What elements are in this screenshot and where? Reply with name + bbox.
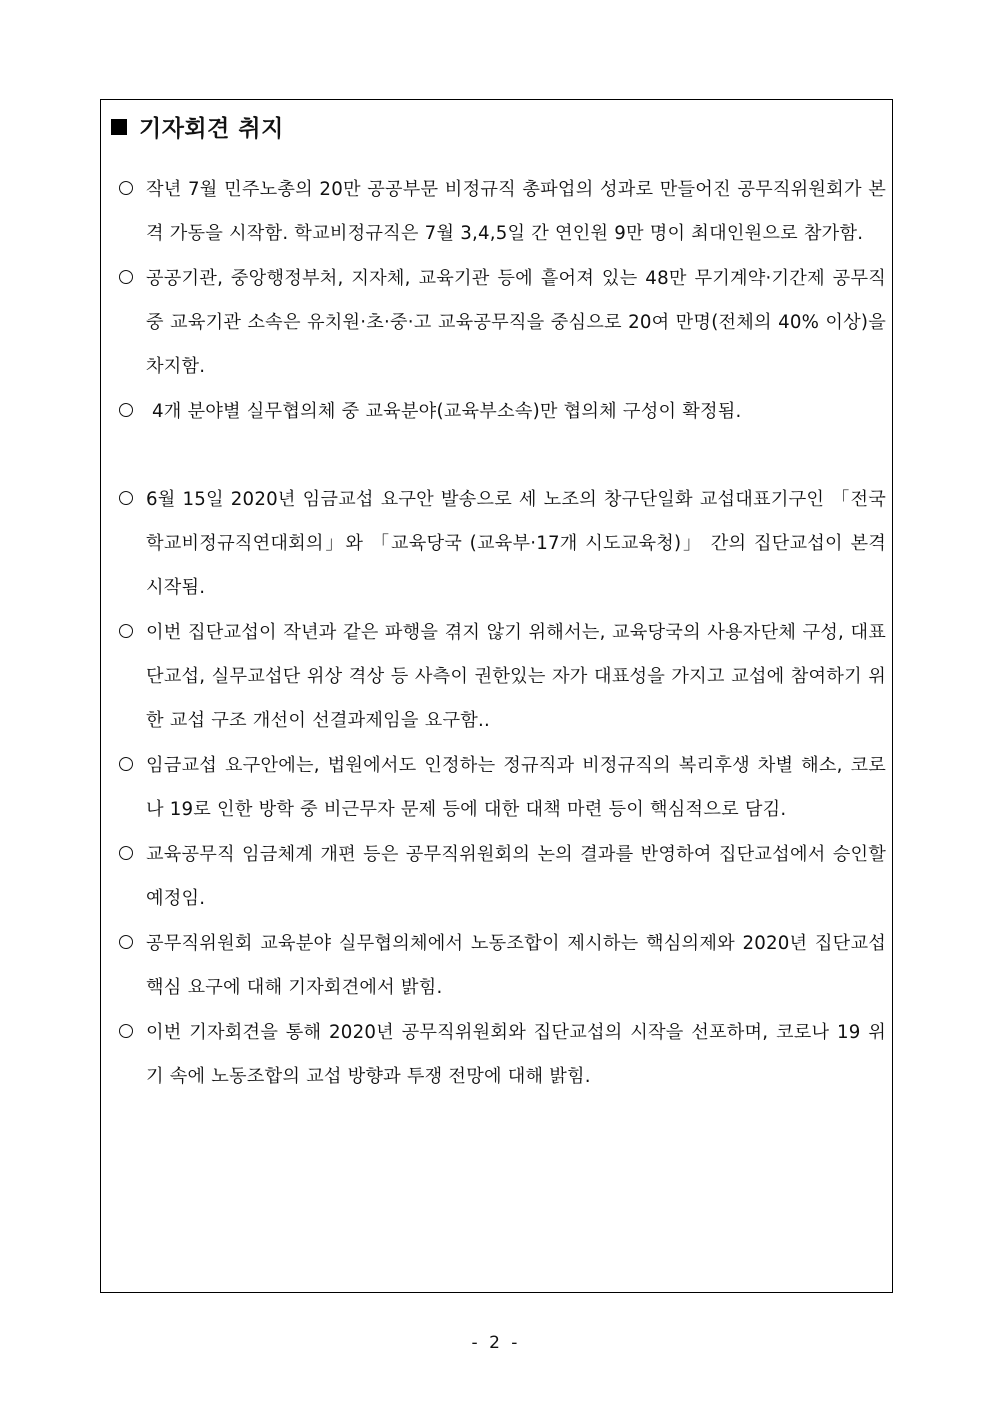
bullet-item bbox=[101, 611, 894, 743]
section-heading bbox=[111, 110, 284, 143]
circle-bullet-icon bbox=[119, 491, 133, 505]
bullet-text: 4개 분야별 실무협의체 중 교육분야(교육부소속)만 협의체 구성이 확정됨. bbox=[146, 401, 742, 422]
bullet-item bbox=[101, 478, 894, 610]
bullet-text: 임금교섭 요구안에는, 법원에서도 인정하는 정규직과 비정규직의 복리후생 차별 해소, 코로나 19로 인한 방학 중 비근무자 문제 등에 대한 대책 마련 등이 핵심적으로 담김. bbox=[146, 755, 886, 820]
bullet-text: 공공기관, 중앙행정부처, 지자체, 교육기관 등에 흩어져 있는 48만 무기계약·기간제 공무직 중 교육기관 소속은 유치원·초·중·고 교육공무직을 중심으로 20여 만명(전체의 40% 이상)을 차지함. bbox=[146, 268, 886, 377]
bullet-text: 이번 기자회견을 통해 2020년 공무직위원회와 집단교섭의 시작을 선포하며, 코로나 19 위기 속에 노동조합의 교섭 방향과 투쟁 전망에 대해 밝힘. bbox=[146, 1022, 886, 1087]
bullet-item bbox=[101, 390, 894, 434]
bullet-text: 6월 15일 2020년 임금교섭 요구안 발송으로 세 노조의 창구단일화 교섭대표기구인 「전국학교비정규직연대회의」와 「교육당국 (교육부·17개 시도교육청)」 간의 집단교섭이 본격 시작됨. bbox=[146, 489, 886, 598]
bullet-item bbox=[101, 168, 894, 256]
bullet-item bbox=[101, 744, 894, 832]
circle-bullet-icon bbox=[119, 181, 133, 195]
circle-bullet-icon bbox=[119, 1024, 133, 1038]
circle-bullet-icon bbox=[119, 403, 133, 417]
section-title: 기자회견 취지 bbox=[139, 116, 284, 142]
circle-bullet-icon bbox=[119, 270, 133, 284]
bullet-item bbox=[101, 922, 894, 1010]
circle-bullet-icon bbox=[119, 757, 133, 771]
circle-bullet-icon bbox=[119, 935, 133, 949]
bullet-item bbox=[101, 257, 894, 389]
circle-bullet-icon bbox=[119, 846, 133, 860]
page-number: - 2 - bbox=[471, 1333, 521, 1353]
bullet-item bbox=[101, 1011, 894, 1099]
bullet-text: 작년 7월 민주노총의 20만 공공부문 비정규직 총파업의 성과로 만들어진 공무직위원회가 본격 가동을 시작함. 학교비정규직은 7월 3,4,5일 간 연인원 9만 명이 최대인원으로 참가함. bbox=[146, 179, 886, 244]
black-square-icon bbox=[111, 119, 127, 135]
bullet-list bbox=[101, 168, 894, 1100]
circle-bullet-icon bbox=[119, 624, 133, 638]
content-box bbox=[100, 99, 893, 1293]
bullet-text: 교육공무직 임금체계 개편 등은 공무직위원회의 논의 결과를 반영하여 집단교섭에서 승인할 예정임. bbox=[146, 844, 886, 909]
bullet-item bbox=[101, 833, 894, 921]
bullet-text: 이번 집단교섭이 작년과 같은 파행을 겪지 않기 위해서는, 교육당국의 사용자단체 구성, 대표단교섭, 실무교섭단 위상 격상 등 사측이 권한있는 자가 대표성을 가지고 교섭에 참여하기 위한 교섭 구조 개선이 선결과제임을 요구함.. bbox=[146, 622, 886, 731]
bullet-text: 공무직위원회 교육분야 실무협의체에서 노동조합이 제시하는 핵심의제와 2020년 집단교섭 핵심 요구에 대해 기자회견에서 밝힘. bbox=[146, 933, 886, 998]
